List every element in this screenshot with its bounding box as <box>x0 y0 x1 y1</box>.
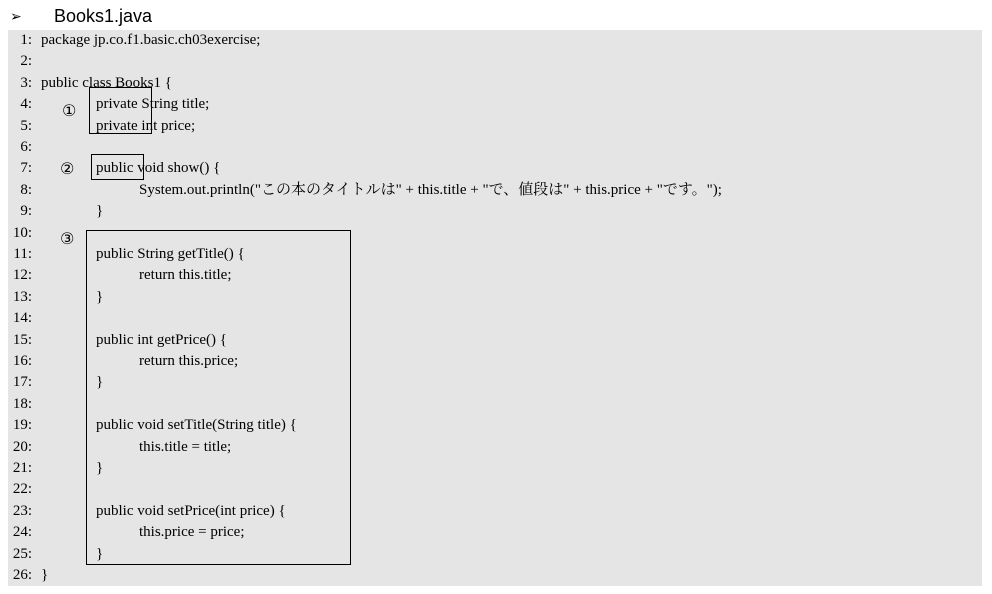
code-text: System.out.println("この本のタイトルは" + this.title + "で、値段は" + this.price + "です。"); <box>139 181 722 198</box>
accessor-methods-box <box>86 230 351 565</box>
code-text: this.title = title; <box>139 438 232 455</box>
marker-2: ② <box>60 159 75 178</box>
marker-3: ③ <box>60 229 75 248</box>
code-line <box>8 51 982 72</box>
code-text: } <box>41 567 49 583</box>
line-number: 21: <box>12 460 32 476</box>
code-text: public String getTitle() { <box>96 246 245 262</box>
code-text: } <box>96 374 104 391</box>
line-number: 1: <box>20 32 32 48</box>
code-text: private String title; <box>96 96 210 113</box>
line-number: 8: <box>20 181 32 198</box>
line-number: 16: <box>12 353 32 369</box>
line-number: 24: <box>12 524 32 541</box>
line-number: 17: <box>12 374 32 391</box>
code-line <box>8 137 982 158</box>
code-text: this.price = price; <box>139 524 245 541</box>
line-number: 26: <box>12 567 32 583</box>
code-text: } <box>96 288 104 305</box>
file-heading <box>10 4 152 28</box>
line-number: 6: <box>20 139 32 155</box>
line-number: 23: <box>12 502 32 519</box>
code-line <box>8 180 982 201</box>
line-number: 19: <box>12 417 32 434</box>
code-text: } <box>96 203 104 220</box>
code-line <box>8 94 982 115</box>
code-text: } <box>96 460 104 476</box>
line-number: 25: <box>12 545 32 562</box>
line-number: 22: <box>12 481 32 498</box>
line-number: 4: <box>20 96 32 113</box>
marker-1: ① <box>62 101 77 120</box>
code-text: return this.title; <box>139 267 232 284</box>
code-line <box>8 30 982 51</box>
code-text: public void setTitle(String title) { <box>96 417 297 434</box>
line-number: 13: <box>12 288 32 305</box>
code-text: return this.price; <box>139 353 239 369</box>
line-number: 5: <box>20 117 32 134</box>
code-line <box>8 116 982 137</box>
code-text: } <box>96 545 104 562</box>
line-number: 2: <box>20 53 32 70</box>
code-text: package jp.co.f1.basic.ch03exercise; <box>41 32 261 48</box>
code-text: private int price; <box>96 117 196 134</box>
code-line <box>8 158 982 179</box>
code-listing <box>8 30 982 586</box>
line-number: 12: <box>12 267 32 284</box>
line-number: 18: <box>12 395 32 412</box>
code-line <box>8 565 982 586</box>
code-text: public void setPrice(int price) { <box>96 502 286 519</box>
code-text: public int getPrice() { <box>96 331 227 348</box>
file-name: Books1.java <box>54 5 153 26</box>
line-number: 10: <box>12 224 32 241</box>
arrow-bullet-icon: ➢ <box>10 7 22 24</box>
code-text: public class Books1 { <box>41 74 172 91</box>
line-number: 11: <box>13 246 32 262</box>
line-number: 7: <box>20 160 32 177</box>
code-line <box>8 73 982 94</box>
code-text: public void show() { <box>96 160 221 177</box>
code-line <box>8 201 982 222</box>
line-number: 20: <box>12 438 32 455</box>
line-number: 14: <box>12 310 32 327</box>
line-number: 3: <box>20 74 32 91</box>
public-modifier-box <box>91 154 144 180</box>
line-number: 9: <box>20 203 32 220</box>
private-modifier-box <box>89 87 152 134</box>
line-number: 15: <box>12 331 32 348</box>
